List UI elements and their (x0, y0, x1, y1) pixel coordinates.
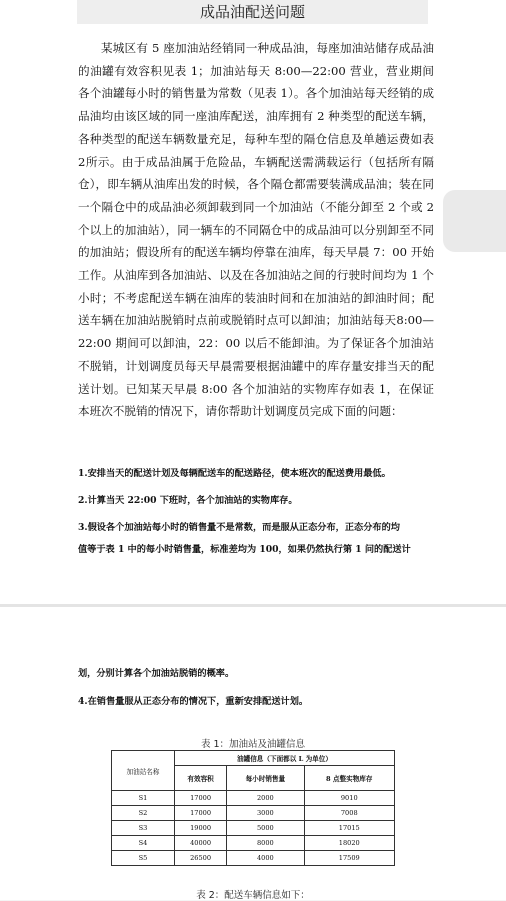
paragraph-line: 站不脱销，计划调度员每天早晨需要根据油罐中的库存量安排当天的 (78, 336, 434, 373)
header-8am-inventory: 8 点整实物库存 (304, 766, 394, 791)
table-row (112, 806, 395, 821)
paragraph-line: 所示。由于成品油属于危险品，车辆配送需满载运行（包括所有隔仓）， (78, 154, 434, 192)
table-cell: 17000 (175, 791, 227, 806)
question-3-continued: 划，分别计算各个加油站脱销的概率。 (78, 668, 235, 679)
table-cell: 17509 (304, 851, 394, 866)
question-3-line-2: 值等于表 1 中的每小时销售量，标准差均为 100，如果仍然执行第 1 问的配送计 (78, 544, 411, 555)
table-row (112, 836, 395, 851)
table-cell: S5 (112, 851, 175, 866)
paragraph-line: 油罐每小时的销售量为常数（见表 1）。各个加油站每天经销的成品 (78, 86, 434, 124)
table-cell: 4000 (227, 851, 304, 866)
paragraph-line: 即车辆从油库出发的时候，各个隔仓都需要装满成品油；装在同一个 (78, 177, 434, 214)
table-row (112, 851, 395, 866)
paragraph-line: 加油站；假设所有的配送车辆均停靠在油库，每天早晨 7：00 开始工 (78, 245, 434, 283)
table-cell: S1 (112, 791, 175, 806)
table-cell: 40000 (175, 836, 227, 851)
table-cell: S3 (112, 821, 175, 836)
table-row (112, 821, 395, 836)
paragraph-line: 作。从油库到各加油站、以及在各加油站之间的行驶时间均为 1 个小 (78, 268, 434, 305)
paragraph-line: 8:00—22:00 期间可以卸油，22：00 以后不能卸油。为了保证各个加油 (78, 313, 434, 351)
table-cell: 17000 (175, 806, 227, 821)
table-1 (111, 750, 395, 866)
table-cell: 8000 (227, 836, 304, 851)
question-1: 1.安排当天的配送计划及每辆配送车的配送路径，使本班次的配送费用最低。 (78, 468, 391, 479)
paragraph-line: 某城区有 5 座加油站经销同一种成品油，每座加油站储存成品油 (101, 41, 434, 55)
header-tank-info: 油罐信息（下面都以 L 为单位） (175, 751, 395, 766)
paragraph-line: 的油罐有效容积见表 1；加油站每天 8:00—22:00 营业，营业期间各个 (78, 63, 434, 101)
table-1-caption: 表 1：加油站及油罐信息 (200, 739, 306, 750)
page-2 (0, 607, 506, 900)
paragraph-line: 上的加油站），同一辆车的不同隔仓中的成品油可以分别卸至不同的 (78, 222, 434, 260)
table-cell: 3000 (227, 806, 304, 821)
question-2: 2.计算当天 22:00 下班时，各个加油站的实物库存。 (78, 495, 298, 506)
paragraph-line: 种类型的配送车辆数量充足，每种车型的隔仓信息及单趟运费如表 2 (78, 131, 434, 169)
header-effective-volume: 有效容积 (175, 766, 227, 791)
table-cell: S4 (112, 836, 175, 851)
table-cell: S2 (112, 806, 175, 821)
floating-side-button[interactable] (443, 190, 506, 252)
paragraph-line: 本班次不脱销的情况下，请你帮助计划调度员完成下面的问题： (78, 404, 403, 419)
question-4: 4.在销售量服从正态分布的情况下，重新安排配送计划。 (78, 696, 309, 707)
table-cell: 19000 (175, 821, 227, 836)
table-cell: 5000 (227, 821, 304, 836)
table-cell: 9010 (304, 791, 394, 806)
paragraph-line: 配送计划。已知某天早晨 8:00 各个加油站的实物库存如表 1，在保证 (78, 358, 434, 396)
header-station-name: 加油站名称 (112, 751, 175, 791)
table-cell: 2000 (227, 791, 304, 806)
table-cell: 26500 (175, 851, 227, 866)
document-title: 成品油配送问题 (77, 0, 428, 24)
table-cell: 7008 (304, 806, 394, 821)
paragraph-line: 车辆在加油站脱销时点前或脱销时点可以卸油；加油站每天 (89, 313, 397, 328)
problem-description (78, 37, 434, 423)
table-row (112, 791, 395, 806)
table-cell: 17015 (304, 821, 394, 836)
paragraph-line: 时；不考虑配送车辆在油库的装油时间和在加油站的卸油时间；配送 (78, 290, 434, 328)
table-2-caption: 表 2：配送车辆信息如下： (196, 890, 310, 901)
table-cell: 18020 (304, 836, 394, 851)
paragraph-line: 油均由该区域的同一座油库配送，油库拥有 2 种类型的配送车辆，各 (78, 109, 434, 146)
question-3-line-1: 3.假设各个加油站每小时的销售量不是常数，而是服从正态分布，正态分布的均 (78, 522, 400, 533)
header-hourly-sales: 每小时销售量 (227, 766, 304, 791)
paragraph-line: 隔仓中的成品油必须卸载到同一个加油站（不能分卸至 2 个或 2 个以 (78, 199, 434, 237)
table-1-body (112, 791, 395, 866)
